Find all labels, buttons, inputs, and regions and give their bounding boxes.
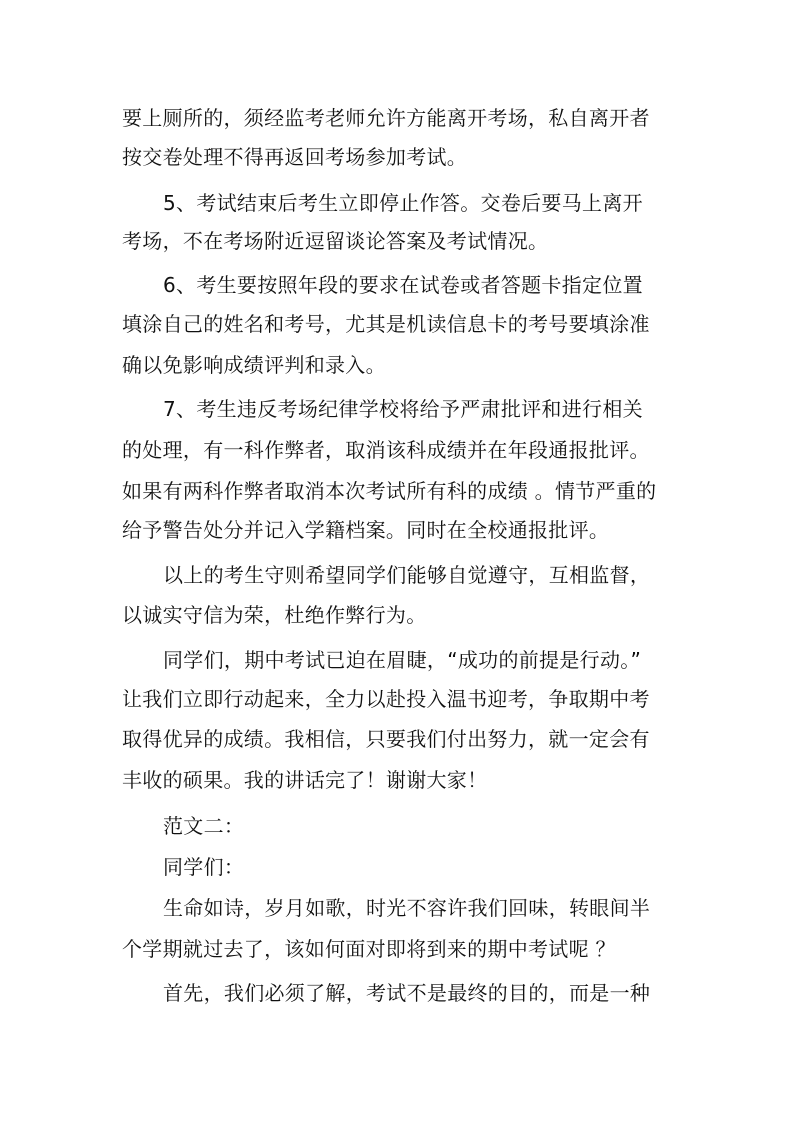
text-line: 7、考生违反考场纪律学校将给予严肃批评和进行相关 [163,397,643,421]
text-line: 取得优异的成绩。我相信，只要我们付出努力，就一定会有 [122,727,650,751]
text-line: 的处理，有一科作弊者，取消该科成绩并在年段通报批评。 [122,438,650,462]
text-line: 以诚实守信为荣，杜绝作弊行为。 [122,603,427,627]
text-line: 给予警告处分并记入学籍档案。同时在全校通报批评。 [122,518,610,542]
section-heading: 范文二： [163,814,245,838]
text-line: 以上的考生守则希望同学们能够自觉遵守，互相监督， [163,563,651,587]
text-line: 按交卷处理不得再返回考场参加考试。 [122,145,468,169]
text-line: 6、考生要按照年段的要求在试卷或者答题卡指定位置 [163,273,643,297]
text-line: 填涂自己的姓名和考号，尤其是机读信息卡的考号要填涂准 [122,312,650,336]
text-line: 考场，不在考场附近逗留谈论答案及考试情况。 [122,229,549,253]
text-line: 让我们立即行动起来，全力以赴投入温书迎考，争取期中考 [122,687,650,711]
text-line: 首先，我们必须了解，考试不是最终的目的，而是一种 [163,981,651,1005]
text-line: 生命如诗，岁月如歌，时光不容许我们回味，转眼间半 [163,896,651,920]
text-line: 5、考试结束后考生立即停止作答。交卷后要马上离开 [163,191,643,215]
text-line: 个学期就过去了，该如何面对即将到来的期中考试呢 ？ [122,937,616,961]
salutation: 同学们： [163,855,245,879]
text-line: 同学们，期中考试已迫在眉睫，“成功的前提是行动。” [163,648,642,672]
text-line: 丰收的硕果。我的讲话完了！谢谢大家！ [122,768,488,792]
text-line: 确以免影响成绩评判和录入。 [122,353,386,377]
text-line: 如果有两科作弊者取消本次考试所有科的成绩 。情节严重的 [122,479,657,503]
text-line: 要上厕所的，须经监考老师允许方能离开考场，私自离开者 [122,106,650,130]
